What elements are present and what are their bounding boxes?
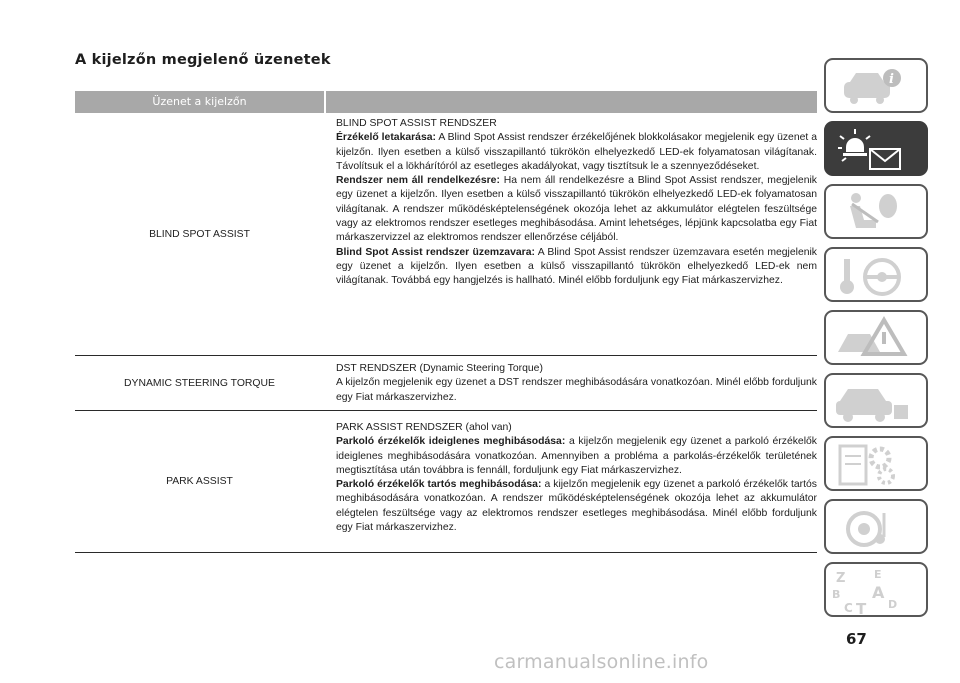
index-letter: C (844, 601, 853, 615)
tab-safety[interactable] (824, 184, 928, 239)
specifications-gears-icon (826, 438, 930, 493)
row-heading: DST RENDSZER (Dynamic Steering Torque) (336, 363, 543, 374)
paragraph-text: A Blind Spot Assist rendszer üzemzavara esetén megjelenik egy üzenet a kijelzőn. Ilyen esetben a külső visszapillantó tükrökön elhelyezkedő LED-ek nem világítanak. Továbbá egy hangjelzés is hallható. Minél előbb forduljunk egy Fiat márkaszervizhez. (336, 246, 817, 287)
paragraph-text: a kijelzőn megjelenik egy üzenet a parkoló érzékelők ideiglenes meghibásodására vonatkozóan. Amennyiben a probléma a parkolás-érzékelők területének megtisztítása után továbbra is fennáll, forduljunk egy Fiat márkaszervizhez. (336, 436, 817, 476)
row-heading: PARK ASSIST RENDSZER (ahol van) (336, 422, 512, 433)
description-cell (326, 411, 817, 552)
paragraph-label: Blind Spot Assist rendszer üzemzavara: (336, 246, 535, 258)
paragraph (336, 435, 817, 478)
messages-table (75, 91, 817, 553)
index-letter: D (888, 598, 898, 611)
tab-technical-data[interactable] (824, 436, 928, 491)
message-cell: PARK ASSIST (166, 476, 233, 487)
tab-starting-driving[interactable] (824, 247, 928, 302)
warning-light-message-icon (826, 123, 930, 178)
car-info-icon (826, 60, 930, 115)
paragraph-label: Rendszer nem áll rendelkezésre: (336, 175, 500, 187)
page-number: 67 (846, 630, 867, 648)
row-heading: BLIND SPOT ASSIST RENDSZER (336, 118, 497, 129)
index-letter: A (872, 583, 885, 602)
index-letter: E (874, 568, 882, 581)
breakdown-triangle-icon (826, 312, 930, 367)
paragraph-label: Parkoló érzékelők ideiglenes meghibásodása: (336, 436, 566, 448)
paragraph-text: A kijelzőn megjelenik egy üzenet a DST rendszer meghibásodására vonatkozóan. Minél előbb forduljunk egy Fiat márkaszervizhez. (336, 377, 817, 403)
description-cell (326, 356, 817, 410)
message-cell: BLIND SPOT ASSIST (149, 228, 250, 240)
table-header-message: Üzenet a kijelzőn (75, 91, 324, 113)
tab-car-info[interactable] (824, 58, 928, 113)
paragraph-text: Ha nem áll rendelkezésre a Blind Spot Assist rendszer, megjelenik egy üzenet a kijelzőn. Ilyen esetben a külső visszapillantó tükrökön elhelyezkedő LED-ek folyamatosan világítanak. A rendszer működésképtelenségének okozója lehet az akkumulátor elégtelen feszültsége vagy az elektromos rendszer esetleges meghibásodása. Amint lehetséges, lépjünk kapcsolatba egy Fiat márkaszervizzel az elektromos rendszer ellenőrzése céljából. (336, 175, 817, 244)
page-title: A kijelzőn megjelenő üzenetek (75, 52, 331, 68)
table-header-description (326, 91, 817, 113)
watermark: carmanualsonline.info (494, 651, 709, 673)
index-letters-icon (826, 564, 930, 619)
tab-index[interactable] (824, 562, 928, 617)
tab-warning-lights-messages[interactable] (824, 121, 928, 176)
paragraph (336, 174, 817, 245)
paragraph (336, 246, 817, 289)
message-cell: DYNAMIC STEERING TORQUE (124, 377, 275, 389)
tab-multimedia[interactable] (824, 499, 928, 554)
table-header (75, 91, 817, 113)
seat-airbag-icon (826, 186, 930, 241)
table-row (75, 411, 817, 553)
steering-key-icon (826, 249, 930, 304)
paragraph-text: a kijelzőn megjelenik egy üzenet a parkoló érzékelők tartós meghibásodására vonatkozóan. A rendszer működésképtelenségének okozója lehet az akkumulátor elégtelen feszültsége vagy az elektromos rendszer esetleges meghibásodása. Minél előbb forduljunk egy Fiat márkaszervizhez. (336, 479, 817, 534)
car-service-icon (826, 375, 930, 430)
paragraph-label: Érzékelő letakarása: (336, 132, 436, 144)
paragraph (336, 131, 817, 174)
paragraph (336, 478, 817, 535)
svg-text:i: i (889, 72, 894, 87)
paragraph-label: Parkoló érzékelők tartós meghibásodása: (336, 479, 542, 491)
index-letter: Z (836, 571, 846, 586)
index-letter: T (856, 600, 867, 618)
index-letter: B (832, 588, 841, 601)
description-cell (326, 113, 817, 355)
paragraph-text: A Blind Spot Assist rendszer érzékelőjének blokkolásakor megjelenik egy üzenet a kijelzőn. Ilyen esetben a külső visszapillantó tükrökön elhelyezkedő LED-ek folyamatosan világítanak. Távolítsuk el a lökhárítóról az esetleges akadályokat, vagy tisztítsuk le a szennyeződéseket. (336, 132, 817, 172)
table-row (75, 113, 817, 356)
tab-maintenance[interactable] (824, 373, 928, 428)
tab-emergency[interactable] (824, 310, 928, 365)
table-row (75, 356, 817, 411)
multimedia-icon (826, 501, 930, 556)
